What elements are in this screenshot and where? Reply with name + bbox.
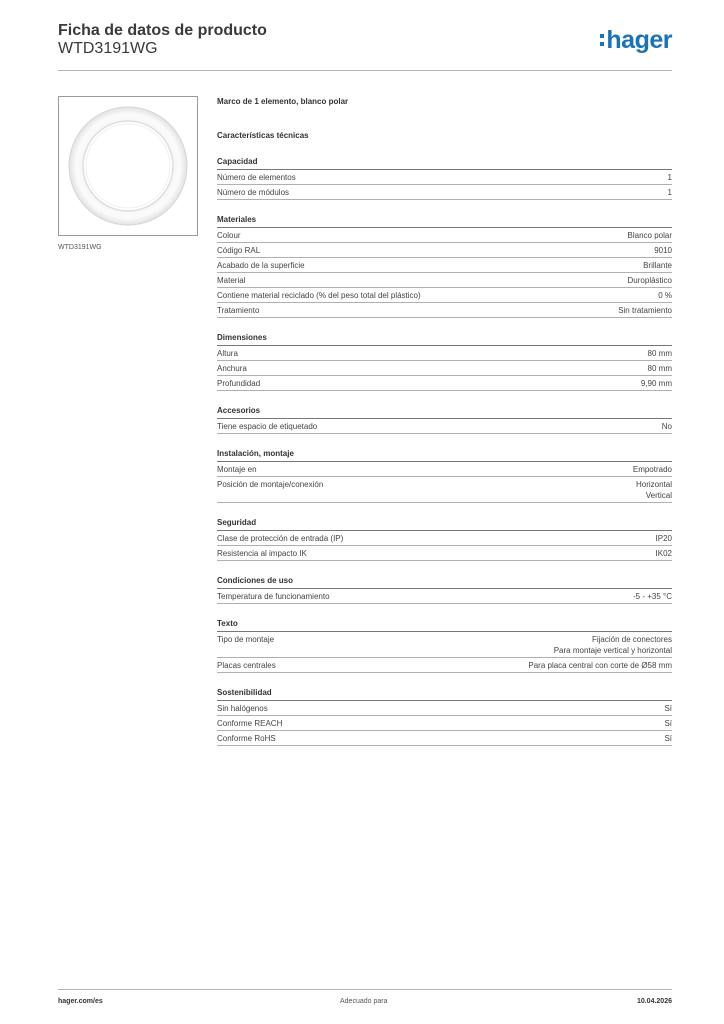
spec-row: [217, 731, 672, 746]
spec-label: Altura: [217, 349, 238, 358]
spec-label: Tipo de montaje: [217, 635, 275, 644]
section-title: Materiales: [217, 214, 672, 228]
spec-value: [628, 275, 672, 286]
spec-label: Resistencia al impacto IK: [217, 549, 307, 558]
spec-value-line: Para montaje vertical y horizontal: [553, 646, 672, 655]
spec-value-line: Empotrado: [632, 465, 672, 474]
spec-value-line: Blanco polar: [627, 231, 672, 240]
spec-value: [664, 733, 672, 744]
hager-logo: [600, 26, 672, 54]
logo-dots-icon: [600, 32, 604, 48]
tech-heading: Características técnicas: [217, 131, 309, 140]
spec-section: [217, 687, 672, 746]
spec-row: [217, 701, 672, 716]
product-image: [58, 96, 198, 236]
spec-value: [636, 479, 672, 501]
spec-label: Sin halógenos: [217, 704, 268, 713]
spec-section: [217, 156, 672, 200]
spec-value: [656, 533, 672, 544]
spec-value-line: 80 mm: [647, 364, 672, 373]
spec-label: Número de elementos: [217, 173, 296, 182]
spec-label: Material: [217, 276, 246, 285]
spec-section: [217, 618, 672, 673]
spec-row: [217, 273, 672, 288]
product-code: WTD3191WG: [58, 40, 158, 57]
spec-section: [217, 332, 672, 391]
spec-label: Anchura: [217, 364, 247, 373]
frame-ring-image: [63, 101, 193, 231]
document-title: Ficha de datos de producto: [58, 22, 267, 39]
spec-row: [217, 185, 672, 200]
spec-label: Conforme RoHS: [217, 734, 276, 743]
spec-value: [664, 718, 672, 729]
section-title: Texto: [217, 618, 672, 632]
spec-value: [664, 703, 672, 714]
spec-value-line: Fijación de conectores: [591, 635, 672, 644]
logo-text: hager: [606, 26, 672, 54]
spec-row: [217, 303, 672, 318]
spec-value: [633, 464, 672, 475]
spec-value: [668, 172, 672, 183]
spec-row: [217, 632, 672, 658]
spec-value-line: Para placa central con corte de Ø58 mm: [528, 661, 672, 670]
spec-value: [658, 290, 672, 301]
spec-value: [554, 634, 672, 656]
spec-value: [656, 548, 672, 559]
spec-value-line: Sí: [664, 704, 672, 713]
spec-row: [217, 170, 672, 185]
spec-row: [217, 288, 672, 303]
spec-label: Número de módulos: [217, 188, 290, 197]
image-caption: WTD3191WG: [58, 244, 102, 251]
spec-value-line: 0 %: [658, 291, 672, 300]
section-title: Instalación, montaje: [217, 448, 672, 462]
spec-sections: [217, 156, 672, 746]
spec-value-line: Sí: [664, 734, 672, 743]
spec-label: Profundidad: [217, 379, 261, 388]
spec-value: [641, 378, 672, 389]
spec-row: [217, 477, 672, 503]
spec-value-line: IP20: [655, 534, 672, 543]
spec-value: [654, 245, 672, 256]
footer-suitable-for: Adecuado para: [340, 998, 388, 1005]
spec-label: Código RAL: [217, 246, 261, 255]
spec-label: Conforme REACH: [217, 719, 283, 728]
spec-value-line: 9010: [654, 246, 672, 255]
spec-value: [628, 230, 672, 241]
spec-value-line: -5 - +35 °C: [633, 592, 672, 601]
spec-value-line: Brillante: [643, 261, 672, 270]
spec-row: [217, 361, 672, 376]
spec-value: [668, 187, 672, 198]
spec-label: Temperatura de funcionamiento: [217, 592, 330, 601]
spec-row: [217, 419, 672, 434]
page-footer: [58, 989, 672, 1010]
spec-row: [217, 546, 672, 561]
section-title: Seguridad: [217, 517, 672, 531]
spec-label: Tiene espacio de etiquetado: [217, 422, 318, 431]
spec-value-line: 1: [667, 173, 672, 182]
spec-row: [217, 531, 672, 546]
spec-value-line: Horizontal: [635, 480, 672, 489]
product-description: Marco de 1 elemento, blanco polar: [217, 97, 349, 106]
spec-value-line: IK02: [655, 549, 672, 558]
spec-section: [217, 405, 672, 434]
spec-label: Clase de protección de entrada (IP): [217, 534, 344, 543]
spec-row: [217, 346, 672, 361]
spec-value-line: Vertical: [645, 491, 672, 500]
spec-label: Tratamiento: [217, 306, 260, 315]
spec-row: [217, 589, 672, 604]
spec-value: [648, 348, 672, 359]
footer-website: hager.com/es: [58, 998, 103, 1005]
section-title: Accesorios: [217, 405, 672, 419]
spec-row: [217, 258, 672, 273]
spec-value-line: Sí: [664, 719, 672, 728]
page-header: [58, 20, 672, 71]
section-title: Capacidad: [217, 156, 672, 170]
spec-label: Placas centrales: [217, 661, 276, 670]
section-title: Dimensiones: [217, 332, 672, 346]
spec-label: Posición de montaje/conexión: [217, 480, 324, 489]
spec-content: [217, 96, 672, 746]
spec-row: [217, 658, 672, 673]
spec-row: [217, 376, 672, 391]
spec-value: [633, 591, 672, 602]
footer-date: 10.04.2026: [636, 998, 672, 1005]
spec-value-line: Duroplástico: [627, 276, 672, 285]
spec-label: Contiene material reciclado (% del peso total del plástico): [217, 291, 421, 300]
spec-value: [618, 305, 672, 316]
spec-label: Colour: [217, 231, 241, 240]
section-title: Condiciones de uso: [217, 575, 672, 589]
spec-value-line: 80 mm: [647, 349, 672, 358]
spec-row: [217, 243, 672, 258]
spec-row: [217, 462, 672, 477]
spec-section: [217, 214, 672, 318]
spec-value: [648, 363, 672, 374]
spec-row: [217, 716, 672, 731]
spec-section: [217, 448, 672, 503]
section-title: Sostenibilidad: [217, 687, 672, 701]
spec-value-line: 9,90 mm: [640, 379, 672, 388]
spec-value: [528, 660, 672, 671]
spec-section: [217, 517, 672, 561]
spec-value: [643, 260, 672, 271]
spec-value-line: No: [661, 422, 672, 431]
spec-label: Montaje en: [217, 465, 257, 474]
spec-row: [217, 228, 672, 243]
spec-value-line: 1: [667, 188, 672, 197]
spec-section: [217, 575, 672, 604]
spec-value: [662, 421, 672, 432]
spec-value-line: Sin tratamiento: [618, 306, 672, 315]
spec-label: Acabado de la superficie: [217, 261, 305, 270]
